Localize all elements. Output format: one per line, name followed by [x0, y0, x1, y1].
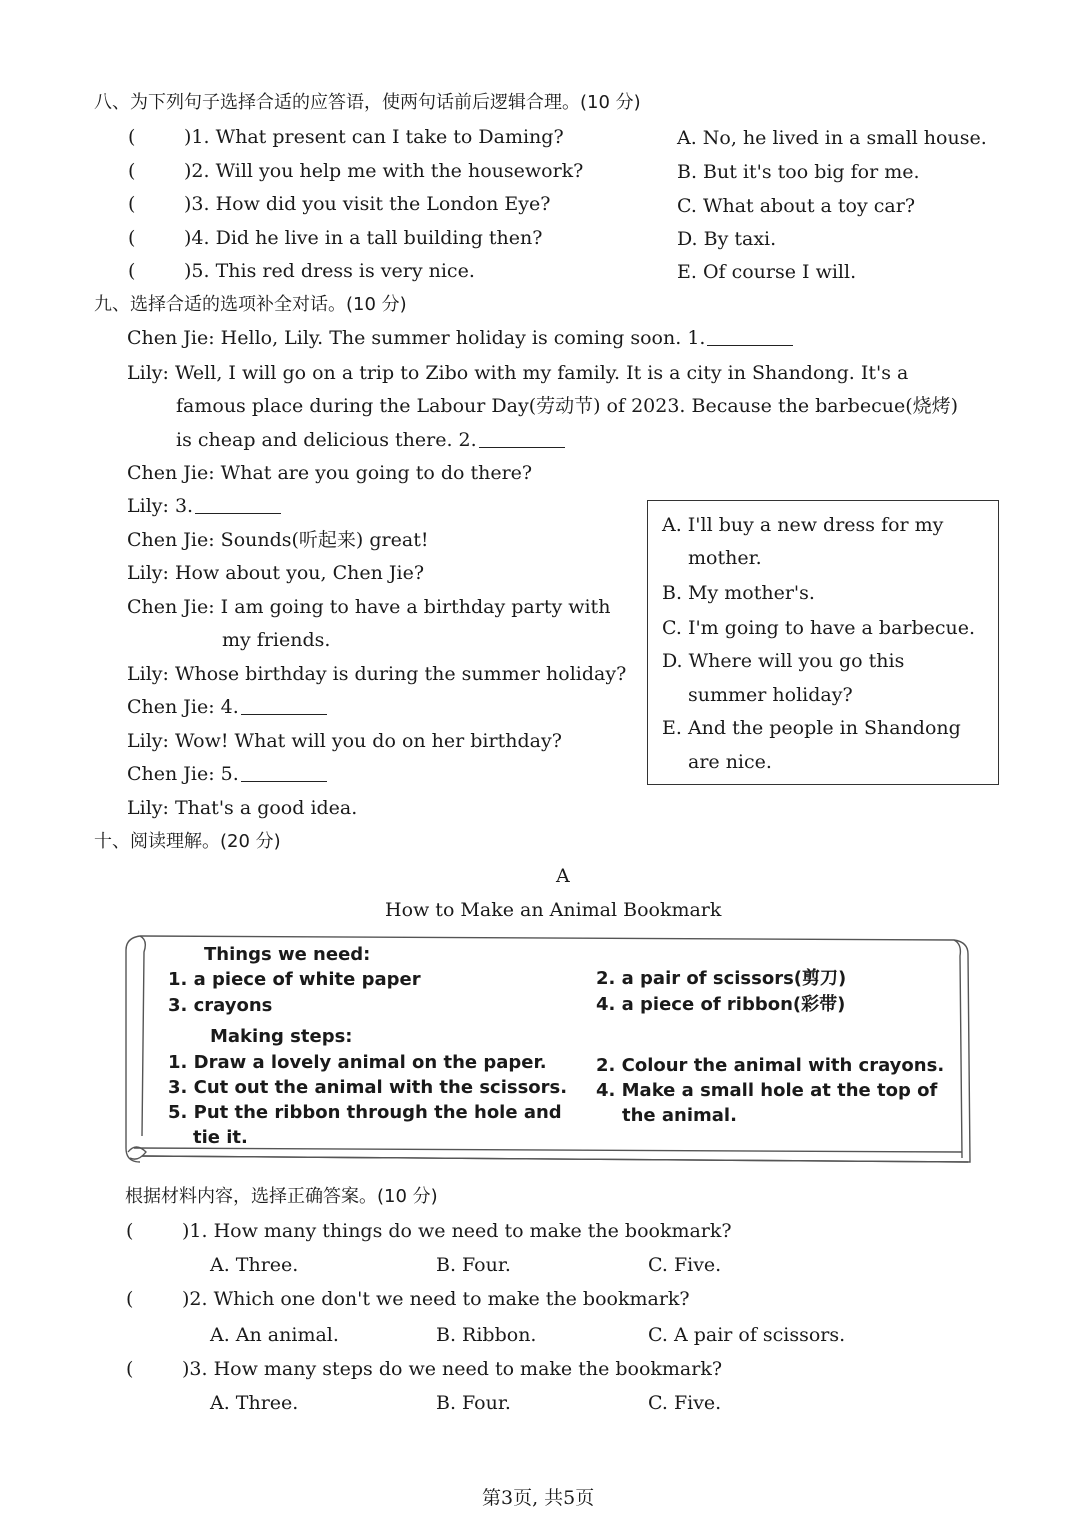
reading-q2-opt-c: C. A pair of scissors. — [648, 1324, 846, 1346]
reading-q3 — [126, 1360, 722, 1379]
answer-paren[interactable]: ( — [128, 160, 136, 182]
reading-q3-opt-c: C. Five. — [648, 1392, 722, 1414]
reading-q1 — [126, 1222, 732, 1241]
s8-q4 — [128, 229, 542, 248]
part-label: A — [556, 865, 570, 887]
answer-paren[interactable]: ( — [128, 193, 136, 215]
s8-q5 — [128, 262, 475, 281]
dialogue-text: Lily: 3. — [127, 495, 194, 517]
dialogue-line-5: Chen Jie: What are you going to do there? — [127, 462, 533, 484]
dialogue-line-14 — [127, 765, 327, 784]
s9-option-d: D. Where will you go this — [662, 650, 905, 672]
answer-paren[interactable]: ( — [128, 260, 136, 282]
reading-q1-opt-a: A. Three. — [210, 1254, 299, 1276]
s9-option-a: A. I'll buy a new dress for my — [662, 514, 944, 536]
dialogue-line-3: famous place during the Labour Day(劳动节) of 2023. Because the barbecue(烧烤) — [176, 395, 959, 417]
need-4: 4. a piece of ribbon(彩带) — [596, 994, 846, 1015]
dialogue-line-7: Chen Jie: Sounds(听起来) great! — [127, 529, 429, 551]
reading-instruction: 根据材料内容，选择正确答案。(10 分) — [125, 1186, 438, 1207]
reading-q2-opt-a: A. An animal. — [210, 1324, 339, 1346]
s9-option-e: E. And the people in Shandong — [662, 717, 961, 739]
s8-q4-text: )4. Did he live in a tall building then? — [184, 227, 543, 249]
need-2: 2. a pair of scissors(剪刀) — [596, 968, 847, 989]
s8-answer-c: C. What about a toy car? — [677, 195, 916, 217]
s9-option-c: C. I'm going to have a barbecue. — [662, 617, 976, 639]
dialogue-line-11: Lily: Whose birthday is during the summer holiday? — [127, 663, 627, 685]
dialogue-line-13: Lily: Wow! What will you do on her birthday? — [127, 730, 562, 752]
reading-q2-opt-b: B. Ribbon. — [436, 1324, 537, 1346]
dialogue-line-10: my friends. — [222, 629, 331, 651]
s8-q5-text: )5. This red dress is very nice. — [184, 260, 475, 282]
section10-heading: 十、阅读理解。(20 分) — [94, 831, 281, 852]
s8-answer-e: E. Of course I will. — [677, 261, 857, 283]
reading-q3-opt-b: B. Four. — [436, 1392, 511, 1414]
s8-answer-d: D. By taxi. — [677, 228, 777, 250]
dialogue-text: is cheap and delicious there. 2. — [176, 429, 477, 451]
step-4-cont: the animal. — [622, 1105, 737, 1126]
answer-paren[interactable]: ( — [126, 1358, 134, 1380]
reading-q3-opt-a: A. Three. — [210, 1392, 299, 1414]
reading-title: How to Make an Animal Bookmark — [385, 899, 722, 921]
answer-blank-2[interactable] — [479, 446, 565, 448]
s8-q3-text: )3. How did you visit the London Eye? — [184, 193, 551, 215]
dialogue-line-8: Lily: How about you, Chen Jie? — [127, 562, 425, 584]
dialogue-line-1 — [127, 329, 793, 348]
reading-q3-text: )3. How many steps do we need to make the bookmark? — [182, 1358, 723, 1380]
dialogue-line-9: Chen Jie: I am going to have a birthday party with — [127, 596, 611, 618]
steps-heading: Making steps: — [210, 1026, 353, 1047]
step-4: 4. Make a small hole at the top of — [596, 1080, 938, 1101]
section8-heading: 八、为下列句子选择合适的应答语，使两句话前后逻辑合理。(10 分) — [94, 92, 641, 113]
s9-option-b: B. My mother's. — [662, 582, 815, 604]
reading-q1-text: )1. How many things do we need to make the bookmark? — [182, 1220, 732, 1242]
reading-q2-text: )2. Which one don't we need to make the bookmark? — [182, 1288, 690, 1310]
dialogue-text: Chen Jie: 4. — [127, 696, 239, 718]
s8-q1-text: )1. What present can I take to Daming? — [184, 126, 564, 148]
scroll-frame — [122, 930, 972, 1170]
s8-answer-b: B. But it's too big for me. — [677, 161, 920, 183]
page-number: 第3页, 共5页 — [482, 1487, 595, 1509]
answer-blank-4[interactable] — [241, 713, 327, 715]
s8-q3 — [128, 195, 550, 214]
reading-q1-opt-b: B. Four. — [436, 1254, 511, 1276]
answer-paren[interactable]: ( — [126, 1288, 134, 1310]
need-1: 1. a piece of white paper — [168, 969, 421, 990]
s8-q2-text: )2. Will you help me with the housework? — [184, 160, 584, 182]
section9-heading: 九、选择合适的选项补全对话。(10 分) — [94, 294, 407, 315]
dialogue-line-2: Lily: Well, I will go on a trip to Zibo with my family. It is a city in Shandong. It's a — [127, 362, 909, 384]
s8-answer-a: A. No, he lived in a small house. — [677, 127, 987, 149]
answer-paren[interactable]: ( — [126, 1220, 134, 1242]
step-5: 5. Put the ribbon through the hole and — [168, 1102, 562, 1123]
answer-blank-3[interactable] — [195, 512, 281, 514]
s8-q2 — [128, 162, 583, 181]
dialogue-line-4 — [176, 431, 565, 450]
step-5-cont: tie it. — [193, 1127, 248, 1148]
dialogue-line-12 — [127, 698, 327, 717]
step-3: 3. Cut out the animal with the scissors. — [168, 1077, 568, 1098]
need-3: 3. crayons — [168, 995, 273, 1016]
answer-paren[interactable]: ( — [128, 227, 136, 249]
s8-q1 — [128, 128, 564, 147]
s9-option-d-cont: summer holiday? — [688, 684, 853, 706]
answer-blank-1[interactable] — [707, 344, 793, 346]
s9-option-a-cont: mother. — [688, 547, 762, 569]
reading-q2 — [126, 1290, 690, 1309]
answer-blank-5[interactable] — [241, 780, 327, 782]
step-1: 1. Draw a lovely animal on the paper. — [168, 1052, 547, 1073]
answer-paren[interactable]: ( — [128, 126, 136, 148]
dialogue-line-15: Lily: That's a good idea. — [127, 797, 358, 819]
needs-heading: Things we need: — [204, 944, 371, 965]
step-2: 2. Colour the animal with crayons. — [596, 1055, 945, 1076]
dialogue-line-6 — [127, 497, 281, 516]
dialogue-text: Chen Jie: 5. — [127, 763, 239, 785]
options-box — [647, 500, 999, 785]
s9-option-e-cont: are nice. — [688, 751, 772, 773]
dialogue-text: Chen Jie: Hello, Lily. The summer holiday is coming soon. 1. — [127, 327, 706, 349]
reading-q1-opt-c: C. Five. — [648, 1254, 722, 1276]
